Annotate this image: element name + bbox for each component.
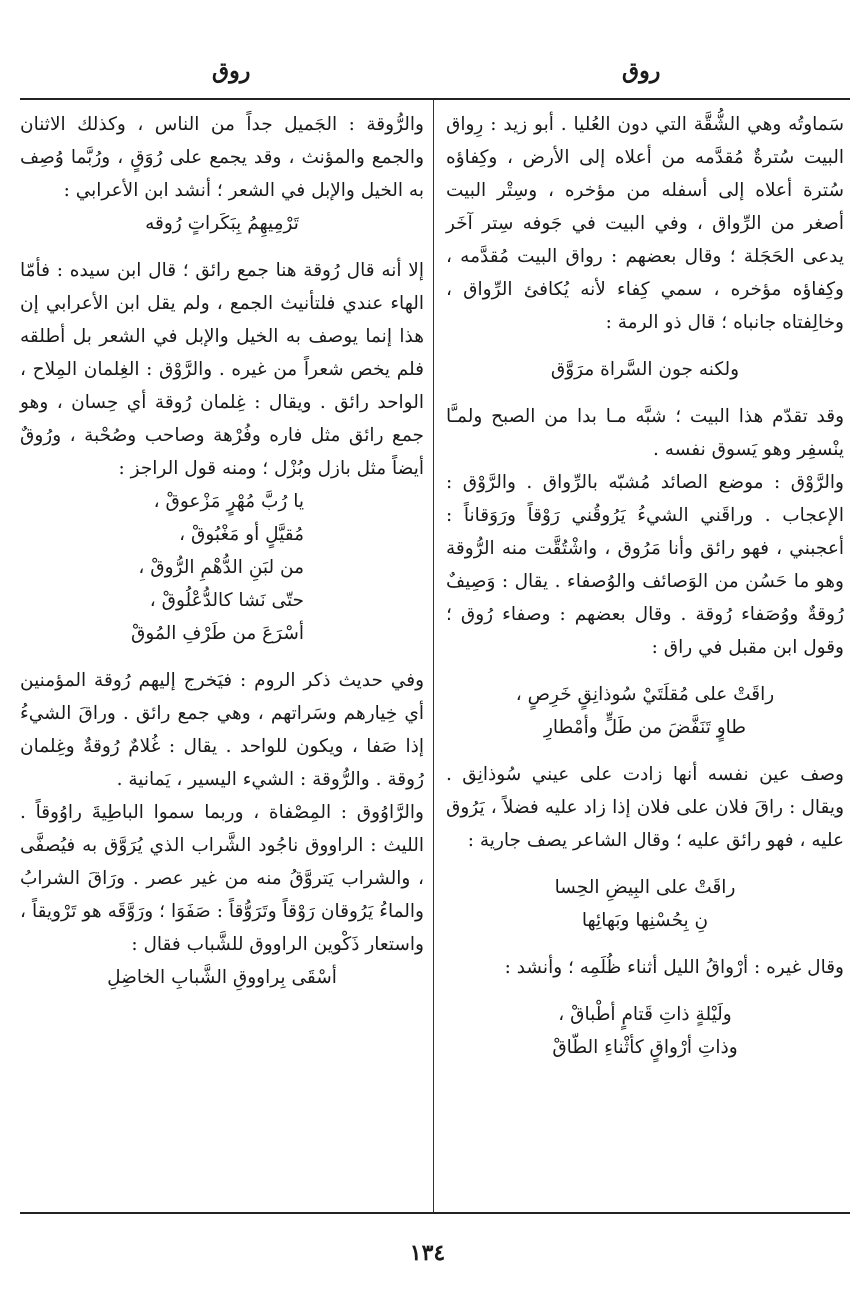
entry-paragraph: إلا أنه قال رُوقة هنا جمع رائق ؛ قال ابن سيده : فأمّا الهاء عندي فلتأنيث الجمع ، ولم يقل ابن الأعرابي إن هذا إنما يوصف به الخيل والإبل في الشعر بل أطلقه فلم يخص شعراً من غيره . والرَّوْق : الغِلمان المِلاح ، الواحد رائق . ويقال : غِلمان رُوقة أي حِسان ، وهو جمع رائق مثل فاره وفُرْهة وصاحب وصُحْبة ، ورُوقٌ أيضاً مثل بازل وبُزْل ؛ ومنه قول الراجز : [20,260,424,479]
verse-line: ولَيْلةٍ ذاتِ قَتامٍ أطْباقْ ، [558,1004,732,1025]
verse-line: راقَتْ على البِيضِ الحِسا [554,877,736,898]
page-number: ١٣٤ [409,1240,446,1266]
rajaz-line: حتّى نَشا كالدُّعْلُوقْ ، [149,590,304,611]
entry-paragraph: وفي حديث ذكر الروم : فيَخرج إليهم رُوقة المؤمنين أي خِيارهم وسَراتهم ، وهي جمع رائق . وراقَ الشيءُ إذا صَفا ، ويكون للواحد . يقال : غُلامٌ رُوقةٌ وغِلمان رُوقة . والرُّوقة : الشيء اليسير ، يَمانية . [20,670,424,790]
right-column [446,108,844,1064]
entry-paragraph: والرُّوقة : الجَميل جداً من الناس ، وكذلك الاثنان والجمع والمؤنث ، وقد يجمع على رُوَقٍ ، ورُبَّما وُصِف به الخيل والإبل في الشعر ؛ أنشد ابن الأعرابي : [20,114,424,201]
running-header-right: روق [622,58,661,84]
entry-paragraph: وصف عين نفسه أنها زادت على عيني سُوذانِق . ويقال : راقَ فلان على فلان إذا زاد عليه فضلاً ، يَرُوق عليه ، فهو رائق عليه ؛ وقال الشاعر يصف جارية : [446,764,844,851]
verse-line: أسْقَى بِراووقِ الشَّبابِ الخاضِلِ [107,967,337,988]
column-divider [433,100,434,1212]
entry-paragraph: وقال غيره : أرْواقُ الليل أثناء ظُلَمِه ؛ وأنشد : [504,957,844,978]
entry-paragraph: والرَّاوُوق : المِصْفاة ، وربما سموا الباطِيةَ راوُوقاً . الليث : الراووق ناجُود الشَّراب الذي يُرَوَّق به فيُصفَّى ، والشراب يَتروَّقُ منه من غير عصر . ورَاقَ الشرابُ والماءُ يَرُوقان رَوْقاً وتَرَوُّقاً : صَفَوَا ؛ ورَوَّقَه هو تَرْويقاً ، واستعار ذَكْوين الراووق للشَّباب فقال : [20,802,424,955]
header-rule [20,98,850,100]
entry-paragraph: سَماوتُه وهي الشُّقَّة التي دون العُليا . أبو زيد : رِواق البيت سُترةٌ مُقدَّمه من أعلاه إلى الأرض ، وكِفاؤه سُترة أعلاه إلى أسفله من مؤخره ، وسِتْر البيت أصغر من الرِّواق ، وفي البيت في جَوفه سِتر آخَر يدعى الحَجَلة ؛ وقال بعضهم : رواق البيت مُقدَّمه ، وكِفاؤه مؤخره ، سمي كِفاء لأنه يُكافئ الرِّواق ، وخالِفتاه جانباه ؛ قال ذو الرمة : [446,114,844,333]
footer-rule [20,1212,850,1214]
verse-line: تَرْمِيهِمُ بِبَكَراتٍ رُوقه [145,213,299,234]
verse-line: راقَتْ على مُقلَتَيْ سُوذانِقٍ خَرِصٍ ، [515,684,775,705]
verse-line: وذاتِ أرْواقٍ كأثْناءِ الطّاقْ [552,1037,738,1058]
running-header-left: روق [212,58,251,84]
verse-line: نِ بِحُسْنِها وبَهائِها [581,910,709,931]
verse-line: ولكنه جون السَّراة مرَوَّق [550,359,740,380]
entry-paragraph: وقد تقدّم هذا البيت ؛ شبَّه مـا بدا من الصبح ولمـَّا ينْسفِر وهو يَسوق نفسه . [446,406,844,460]
entry-paragraph: والرَّوْق : موضع الصائد مُشبّه بالرِّواق . والرَّوْق : الإعجاب . وراقَني الشيءُ يَرُوقُني رَوْقاً ورَوَقاناً : أعجبني ، فهو رائق وأنا مَرُوق ، واشْتُقَّت منه الرُّوقة وهو ما حَسُن من الوَصائف والوُصفاء . يقال : وَصِيفٌ رُوقةٌ ووُصَفاء رُوقة . وقال بعضهم : وصفاء رُوق ؛ وقول ابن مقبل في راق : [446,472,844,658]
verse-line: طاوٍ تَنَفَّضَ من طَلٍّ وأمْطارِ [543,717,747,738]
rajaz-line: أسْرَعَ من طَرْفِ المُوقْ [130,623,304,644]
rajaz-line: من لبَنِ الدُّهْمِ الرُّوقْ ، [138,557,304,578]
rajaz-line: يا رُبَّ مُهْرٍ مَزْعوقْ ، [153,491,304,512]
rajaz-line: مُقيَّلٍ أو مَغْبُوقْ ، [179,524,304,545]
left-column [20,108,424,994]
